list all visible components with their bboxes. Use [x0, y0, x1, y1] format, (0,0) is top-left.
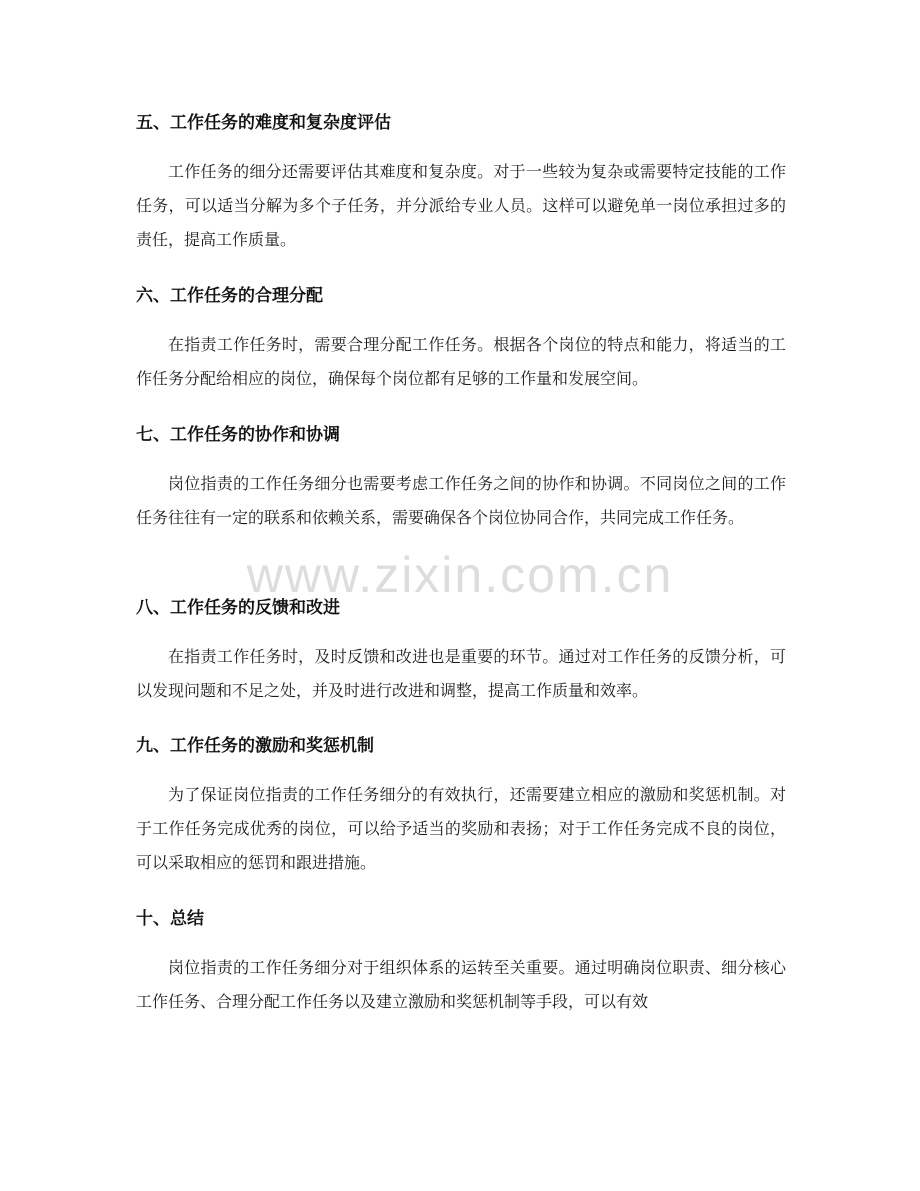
section-9: [136, 734, 786, 880]
section-6: [136, 284, 786, 396]
section-paragraph: 在指责工作任务时，需要合理分配工作任务。根据各个岗位的特点和能力，将适当的工作任务分配给相应的岗位，确保每个岗位都有足够的工作量和发展空间。: [136, 335, 786, 388]
section-paragraph: 岗位指责的工作任务细分对于组织体系的运转至关重要。通过明确岗位职责、细分核心工作任务、合理分配工作任务以及建立激励和奖惩机制等手段，可以有效: [136, 958, 786, 1011]
section-heading: 六、工作任务的合理分配: [136, 286, 323, 306]
watermark: www.zixin.com.cn: [246, 547, 674, 603]
section-heading: 十、总结: [136, 909, 204, 929]
section-heading: 八、工作任务的反馈和改进: [136, 598, 340, 618]
section-10: [136, 907, 786, 1019]
section-heading: 九、工作任务的激励和奖惩机制: [136, 736, 374, 756]
section-5: [136, 111, 786, 257]
section-heading: 七、工作任务的协作和协调: [136, 425, 340, 445]
section-paragraph: 岗位指责的工作任务细分也需要考虑工作任务之间的协作和协调。不同岗位之间的工作任务往往有一定的联系和依赖关系，需要确保各个岗位协同合作，共同完成工作任务。: [136, 474, 786, 527]
section-paragraph: 为了保证岗位指责的工作任务细分的有效执行，还需要建立相应的激励和奖惩机制。对于工作任务完成优秀的岗位，可以给予适当的奖励和表扬；对于工作任务完成不良的岗位，可以采取相应的惩罚和跟进措施。: [136, 785, 786, 872]
section-heading: 五、工作任务的难度和复杂度评估: [136, 113, 391, 133]
section-8: [136, 596, 786, 708]
section-paragraph: 在指责工作任务时，及时反馈和改进也是重要的环节。通过对工作任务的反馈分析，可以发现问题和不足之处，并及时进行改进和调整，提高工作质量和效率。: [136, 647, 786, 700]
section-paragraph: 工作任务的细分还需要评估其难度和复杂度。对于一些较为复杂或需要特定技能的工作任务，可以适当分解为多个子任务，并分派给专业人员。这样可以避免单一岗位承担过多的责任，提高工作质量。: [136, 162, 786, 249]
section-7: [136, 423, 786, 535]
